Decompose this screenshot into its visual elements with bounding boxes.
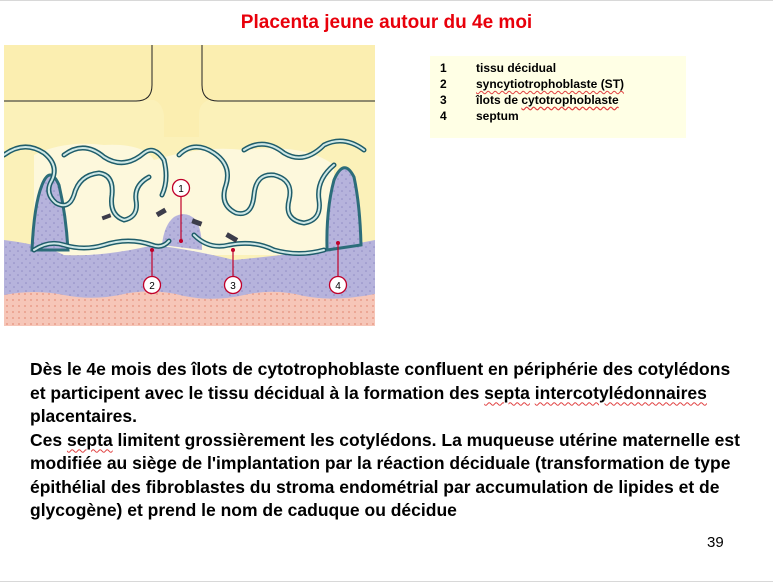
legend-number: 3	[440, 93, 447, 107]
body-text	[30, 358, 750, 523]
paragraph-1: Dès le 4e mois des îlots de cytotrophoblaste confluent en périphérie des cotylédons et participent avec le tissu décidual à la formation des septa intercotylédonnaires placentaires.	[30, 359, 731, 426]
legend-label: syncytiotrophoblaste (ST)	[476, 77, 625, 91]
paragraph-2: Ces septa limitent grossièrement les cotylédons. La muqueuse utérine maternelle est modifiée au siège de l'implantation par la réaction déciduale (transformation de type épithélial des fibroblastes du stroma endométrial par accumulation de lipides et de glycogène) et prend le nom de caduque ou décidue	[30, 429, 740, 520]
callout-3	[225, 277, 242, 294]
slide-title: Placenta jeune autour du 4e moi	[240, 12, 533, 33]
svg-text:1: 1	[178, 184, 184, 195]
callout-2	[144, 277, 161, 294]
legend-label: îlots de cytotrophoblaste	[476, 93, 619, 107]
legend-box	[430, 56, 686, 138]
placenta-diagram	[4, 45, 375, 326]
legend-number: 2	[440, 77, 447, 91]
legend-number: 1	[440, 61, 447, 75]
svg-text:4: 4	[335, 281, 341, 292]
top-border	[0, 0, 773, 1]
callout-1	[173, 180, 190, 197]
svg-text:3: 3	[230, 281, 236, 292]
legend-number: 4	[440, 109, 447, 123]
callout-4	[330, 277, 347, 294]
legend-label: septum	[476, 109, 519, 123]
svg-text:2: 2	[149, 281, 155, 292]
legend-label: tissu décidual	[476, 61, 557, 75]
page-number: 39	[707, 534, 724, 551]
